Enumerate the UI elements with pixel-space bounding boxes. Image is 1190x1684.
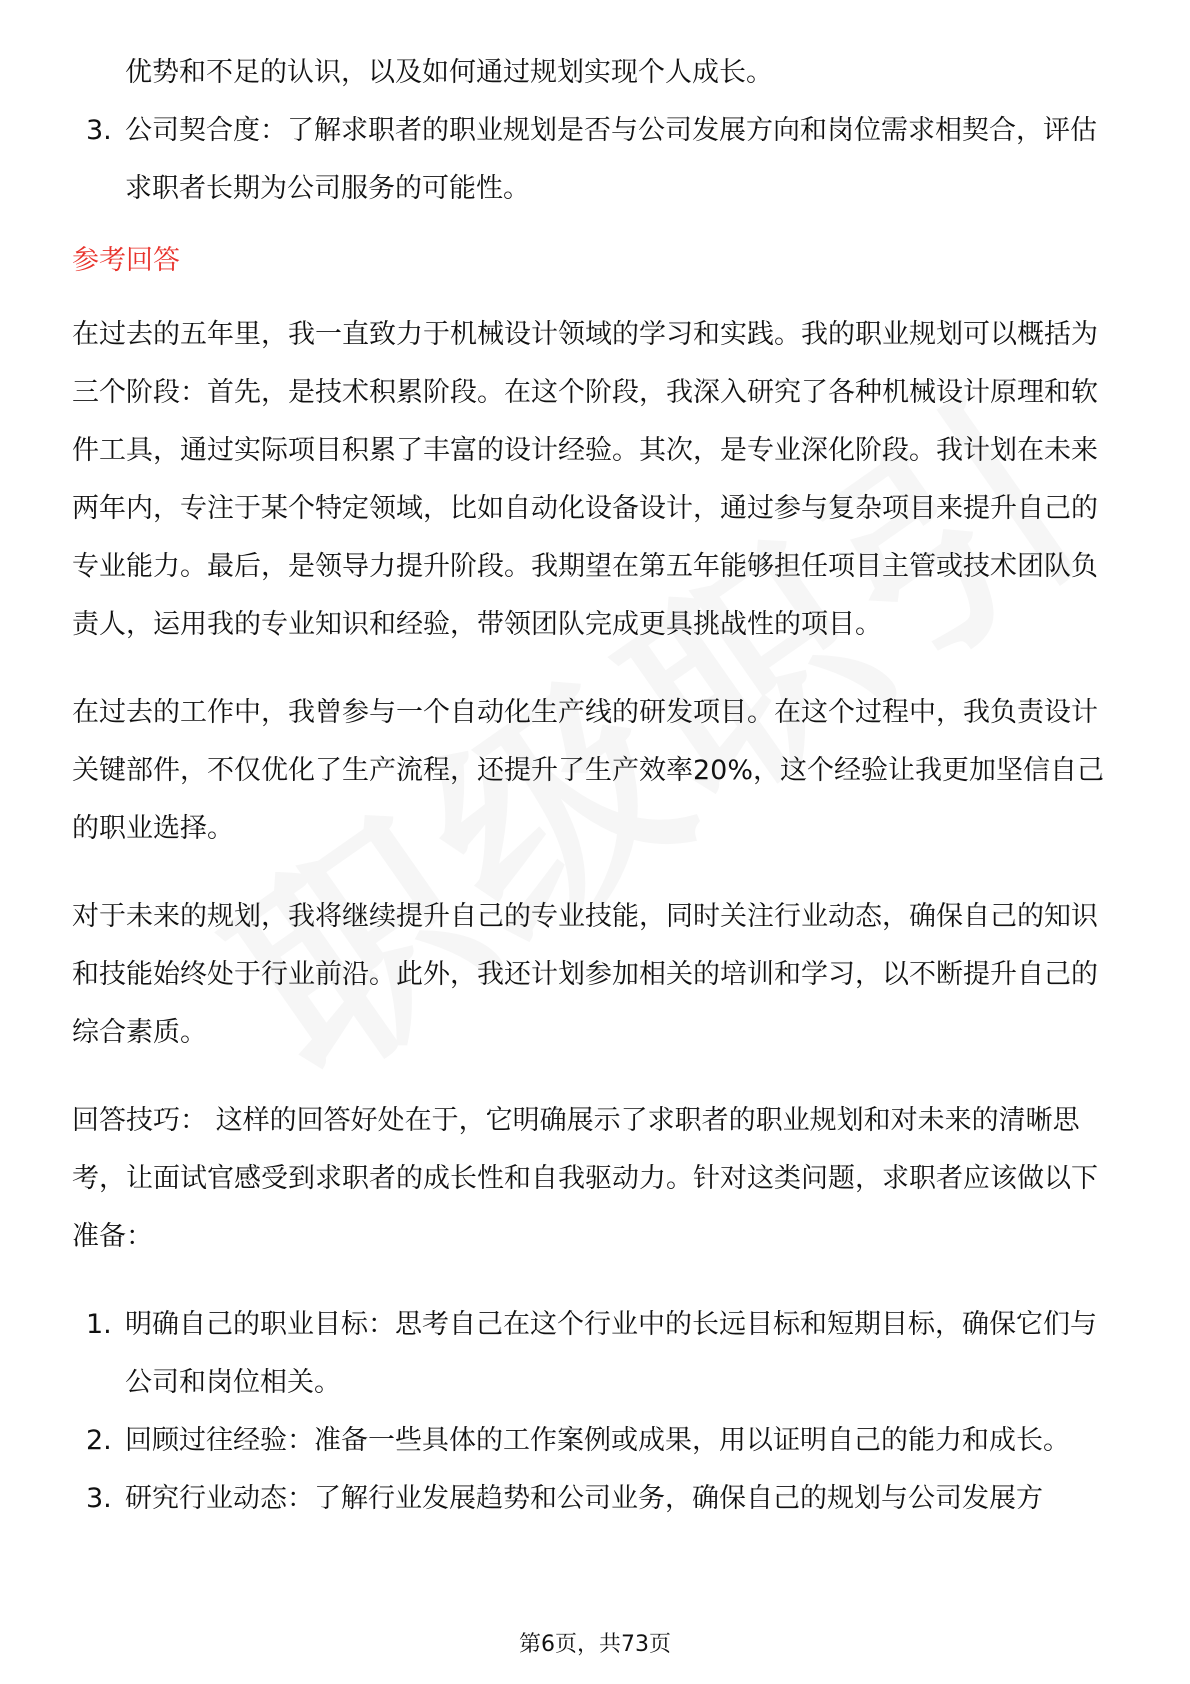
list-number: 2. bbox=[86, 1425, 112, 1456]
list-item-text: 公司契合度：了解求职者的职业规划是否与公司发展方向和岗位需求相契合，评估求职者长期为公司服务的可能性。 bbox=[125, 115, 1097, 204]
answer-paragraph-1: 在过去的五年里，我一直致力于机械设计领域的学习和实践。我的职业规划可以概括为三个阶段：首先，是技术积累阶段。在这个阶段，我深入研究了各种机械设计原理和软件工具，通过实际项目积累了丰富的设计经验。其次，是专业深化阶段。我计划在未来两年内，专注于某个特定领域，比如自动化设备设计，通过参与复杂项目来提升自己的专业能力。最后，是领导力提升阶段。我期望在第五年能够担任项目主管或技术团队负责人，运用我的专业知识和经验，带领团队完成更具挑战性的项目。 bbox=[72, 319, 1098, 640]
list-item-text: 研究行业动态：了解行业发展趋势和公司业务，确保自己的规划与公司发展方 bbox=[125, 1483, 1043, 1514]
reference-answer-heading: 参考回答 bbox=[72, 245, 180, 276]
list-number: 3. bbox=[86, 1483, 112, 1514]
list-number: 1. bbox=[86, 1309, 112, 1340]
list-item bbox=[72, 1412, 1122, 1470]
answer-tips-paragraph: 回答技巧： 这样的回答好处在于，它明确展示了求职者的职业规划和对未来的清晰思考，让面试官感受到求职者的成长性和自我驱动力。针对这类问题，求职者应该做以下准备： bbox=[72, 1105, 1098, 1252]
answer-paragraph-3: 对于未来的规划，我将继续提升自己的专业技能，同时关注行业动态，确保自己的知识和技能始终处于行业前沿。此外，我还计划参加相关的培训和学习，以不断提升自己的综合素质。 bbox=[72, 901, 1098, 1048]
list-number: 3. bbox=[86, 115, 112, 146]
continued-list-text: 优势和不足的认识，以及如何通过规划实现个人成长。 bbox=[125, 57, 773, 88]
list-item-text: 回顾过往经验：准备一些具体的工作案例或成果，用以证明自己的能力和成长。 bbox=[125, 1425, 1070, 1456]
requirements-list bbox=[72, 102, 1122, 218]
page-footer: 第6页，共73页 bbox=[519, 1632, 671, 1657]
list-item-text: 明确自己的职业目标：思考自己在这个行业中的长远目标和短期目标，确保它们与公司和岗位相关。 bbox=[125, 1309, 1097, 1398]
answer-paragraph-2: 在过去的工作中，我曾参与一个自动化生产线的研发项目。在这个过程中，我负责设计关键部件，不仅优化了生产流程，还提升了生产效率20%，这个经验让我更加坚信自己的职业选择。 bbox=[72, 697, 1105, 844]
list-item bbox=[72, 1470, 1122, 1528]
list-item bbox=[72, 102, 1122, 218]
list-item bbox=[72, 1296, 1122, 1412]
document-page bbox=[72, 44, 1122, 1528]
preparation-list bbox=[72, 1296, 1122, 1528]
